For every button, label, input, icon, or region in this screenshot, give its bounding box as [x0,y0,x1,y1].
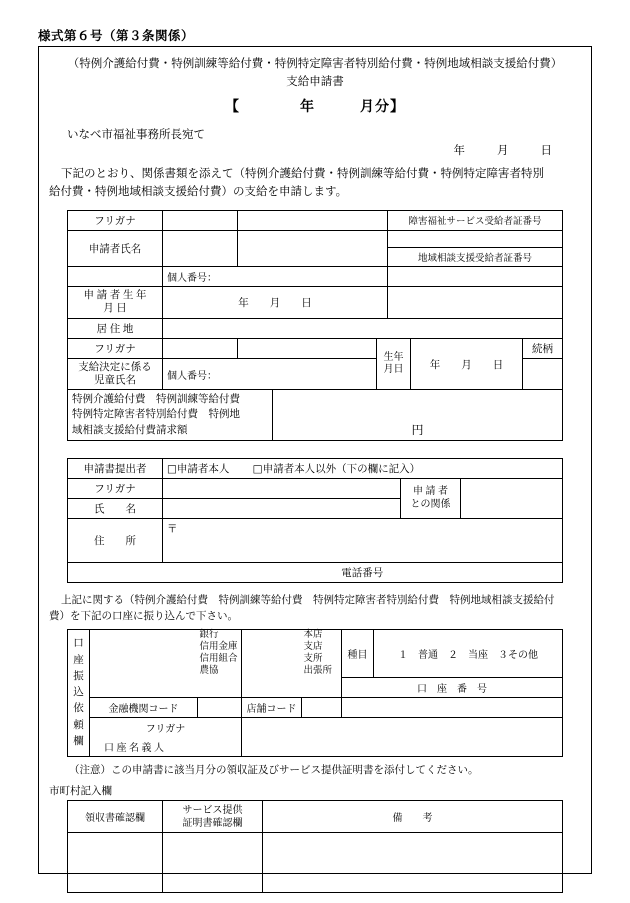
form-content [39,47,591,873]
submitter-label: 申請書提出者 [68,458,163,478]
child-furigana-input[interactable] [163,338,238,358]
table-row [68,833,563,893]
table-row [68,210,563,230]
holder-extra-input[interactable] [242,718,563,757]
holder-furigana-label: フリガナ [90,718,242,738]
table-row [68,718,563,738]
submitter-options[interactable] [163,458,563,478]
form-outer-border [38,46,592,874]
bank-name-input[interactable] [90,630,198,678]
applicant-furigana-label: フリガナ [68,210,163,230]
claim-label: 特例介護給付費 特例訓練等給付費 特例特定障害者特別給付費 特例地 域相談支援給付費請求額 [68,390,273,441]
transfer-note: （注意）この申請書に該当月分の領収証及びサービス提供証明書を添付してください。 [69,765,479,777]
transfer-intro-line2: 費）を下記の口座に振り込んで下さい。 [49,611,238,623]
claim-amount-input[interactable]: 円 [273,390,563,441]
table-row [68,562,563,582]
remarks-label: 備 考 [263,801,563,833]
table-row [68,801,563,833]
child-furigana-input2[interactable] [238,338,377,358]
child-birth-input[interactable]: 年 月 日 [411,338,523,389]
table-row [68,478,563,498]
form-period-title: 【 年 月分】 [225,100,405,115]
holder-name-input[interactable]: 口 座 名 義 人 [90,737,242,757]
table-row [68,698,563,718]
form-title-line2: 支給申請書 [286,76,344,88]
table-row [68,338,563,358]
table-row [68,458,563,478]
table-row [68,318,563,338]
applicant-table [67,210,563,339]
child-furigana-label: フリガナ [68,338,163,358]
submitter-relation-label: 申 請 者 との関係 [401,478,461,518]
body-text [49,166,581,202]
bank-type-options[interactable]: 銀行 信用金庫 信用組合 農協 [198,630,242,678]
form-number: 様式第６号（第３条関係） [38,29,195,43]
child-kojin-label: 個人番号： [163,358,377,389]
child-section [49,338,581,390]
applicant-address-input[interactable] [163,318,563,338]
account-kind-label: 種目 [342,630,374,678]
service-cert-check-input[interactable] [163,833,263,893]
table-row [68,230,563,247]
applicant-birth-blank[interactable] [388,286,563,318]
municipal-section [49,800,581,893]
submitter-table [67,458,563,583]
submitter-address-input[interactable] [163,518,563,562]
claim-table [67,389,563,441]
table-row [68,390,563,441]
submitter-furigana-label: フリガナ [68,478,163,498]
child-name-label: 支給決定に係る 児童氏名 [68,358,163,389]
transfer-intro-line1: 上記に関する（特例介護給付費 特例訓練等給付費 特例特定障害者特別給付費 特例地域相談支援給付 [61,594,555,606]
submitter-furigana-input[interactable] [163,478,401,498]
body-text-line1: 下記のとおり、関係書類を添えて（特例介護給付費・特例訓練等給付費・特例特定障害者特別 [61,168,544,180]
submitter-option-self[interactable]: □申請者本人 [167,462,230,475]
table-row [68,630,563,678]
applicant-furigana-input2[interactable] [238,210,388,230]
account-number-label: 口 座 番 号 [342,678,563,698]
bank-code-input[interactable] [198,698,242,718]
applicant-section [49,210,581,339]
applicant-name-label: 申請者氏名 [68,230,163,266]
region-number-input[interactable] [388,266,563,286]
body-text-line2: 給付費・特例地域相談支援給付費）の支給を申請します。 [49,185,348,198]
account-number-input[interactable] [342,698,563,718]
bank-type-pad [198,678,242,698]
table-row [68,518,563,562]
applicant-birth-label: 申 請 者 生 年 月 日 [68,286,163,318]
table-row [68,266,563,286]
branch-name-input[interactable] [242,630,302,678]
applicant-address-label: 居 住 地 [68,318,163,338]
service-cert-check-label: サービス提供 証明書確認欄 [163,801,263,833]
branch-type-pad [302,678,342,698]
addressee: いなべ市福祉事務所長宛て [67,129,205,141]
applicant-furigana-input[interactable] [163,210,238,230]
submitter-option-other[interactable]: □申請者本人以外（下の欄に記入） [252,462,421,475]
child-relation-label: 続柄 [523,338,563,358]
receipt-check-input[interactable] [68,833,163,893]
municipal-section-title: 市町村記入欄 [49,786,112,798]
branch-code-input[interactable] [302,698,342,718]
applicant-kojin-label: 個人番号： [163,266,388,286]
remarks-input[interactable] [263,833,563,893]
submission-date: 年 月 日 [453,145,555,157]
branch-code-label: 店舗コード [242,698,302,718]
submitter-name-label: 氏 名 [68,498,163,518]
submitter-section [49,458,581,583]
municipal-table [67,800,563,893]
applicant-birth-input[interactable]: 年 月 日 [163,286,388,318]
bank-name-input-2[interactable] [90,678,198,698]
region-number-label: 地域相談支援受給者証番号 [388,247,563,266]
receipt-check-label: 領収書確認欄 [68,801,163,833]
transfer-table [67,629,563,757]
child-birth-label: 生年 月日 [377,338,411,389]
applicant-name-input[interactable] [163,230,238,266]
claim-section [49,389,581,441]
submitter-address-label: 住 所 [68,518,163,562]
submitter-tel[interactable]: 電話番号 [163,562,563,582]
child-table [67,338,563,390]
applicant-name-input2[interactable] [238,230,388,266]
submitter-relation-input[interactable] [461,478,563,518]
form-title-line1: （特例介護給付費・特例訓練等給付費・特例特定障害者特別給付費・特例地域相談支援給付費） [67,58,563,70]
transfer-section [49,629,581,757]
child-relation-input[interactable] [523,358,563,389]
recipient-number-label: 障害福祉サービス受給者証番号 [388,210,563,230]
branch-name-input-2[interactable] [242,678,302,698]
account-kind-options[interactable]: １ 普通 ２ 当座 ３その他 [374,630,563,678]
transfer-intro [49,593,581,626]
bank-code-label: 金融機関コード [90,698,198,718]
submitter-name-input[interactable] [163,498,401,518]
table-row [68,286,563,318]
recipient-number-input[interactable] [388,230,563,247]
branch-type-options[interactable]: 本店 支店 支所 出張所 [302,630,342,678]
transfer-vertical-label: 口 座 振 込 依 頼 欄 [68,630,90,757]
postal-mark: 〒 [167,523,178,535]
table-row [68,678,563,698]
